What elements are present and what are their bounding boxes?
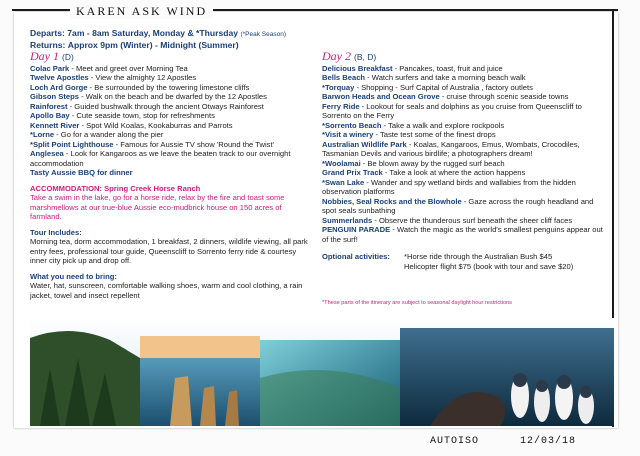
- itinerary-item-name: Delicious Breakfast: [322, 63, 393, 73]
- itinerary-item-name: Anglesea: [30, 149, 64, 158]
- returns-label: Returns:: [30, 40, 66, 50]
- itinerary-item-name: Apollo Bay: [30, 111, 70, 120]
- day1-itinerary-list: [30, 64, 314, 178]
- itinerary-item-name: *Split Point Lighthouse: [30, 139, 114, 149]
- itinerary-item: [30, 92, 314, 102]
- trip-times: [30, 28, 286, 51]
- day2-heading: [322, 49, 604, 63]
- itinerary-item-text: - Go for a wander along the pier: [54, 130, 164, 139]
- twelve-apostles-scene: [140, 348, 260, 426]
- itinerary-item-text: - Cute seaside town, stop for refreshments: [69, 111, 215, 120]
- itinerary-item: [322, 130, 604, 140]
- restrictions-note: *These parts of the itinerary are subject to seasonal daylight hour restrictions: [322, 300, 512, 306]
- itinerary-item: [30, 149, 314, 168]
- itinerary-item-name: Loch Ard Gorge: [30, 82, 88, 92]
- itinerary-item: [30, 140, 314, 150]
- optional-activities-label: Optional activities:: [322, 252, 390, 261]
- tour-includes-text: Morning tea, dorm accommodation, 1 breakfast, 2 dinners, wildlife viewing, all park entry fees, professional tour guide, Queenscliff to Sorrento ferry ride & courtesy inner city pick up and drop off.: [30, 237, 308, 265]
- returns-line: [30, 40, 286, 51]
- bring-text: Water, hat, sunscreen, comfortable walking shoes, warm and cool clothing, a rain jacket, towel and insect repellent: [30, 281, 303, 300]
- departs-label: Departs:: [30, 28, 65, 38]
- day2-meal-code: (B, D): [354, 52, 377, 62]
- optional-activities-list: [404, 252, 604, 271]
- itinerary-item-name: Bells Beach: [322, 73, 366, 82]
- itinerary-item: [322, 92, 604, 102]
- itinerary-item-text: - Walk on the beach and be dwarfed by the 12 Apostles: [78, 92, 267, 101]
- handwritten-title: KAREN ASK WIND: [70, 4, 213, 19]
- departs-line: [30, 28, 286, 40]
- itinerary-item-name: *Visit a winery: [322, 130, 374, 139]
- optional-activity-horse: *Horse ride through the Australian Bush $45: [404, 252, 553, 261]
- collage-image: [30, 318, 614, 426]
- departs-note: (*Peak Season): [240, 31, 286, 38]
- itinerary-item-text: - Be blown away by the rugged surf beach: [360, 158, 505, 168]
- day1-title: Day 1: [30, 49, 59, 63]
- accommodation-heading: ACCOMMODATION: Spring Creek Horse Ranch: [30, 183, 201, 193]
- itinerary-item-name: Grand Prix Track: [322, 168, 383, 177]
- itinerary-item-text: - Be surrounded by the towering limestone cliffs: [87, 82, 250, 92]
- bring-heading: What you need to bring:: [30, 271, 117, 281]
- itinerary-item-name: PENGUIN PARADE: [322, 225, 391, 234]
- itinerary-item-text: - Watch the magic as the world's smallest penguins appear out of the surf!: [322, 225, 603, 244]
- itinerary-item-name: Rainforest: [30, 101, 68, 111]
- itinerary-item-text: - View the almighty 12 Apostles: [88, 73, 197, 82]
- itinerary-item: [30, 111, 314, 121]
- itinerary-item-name: Nobbies, Seal Rocks and the Blowhole: [322, 196, 462, 206]
- itinerary-item-text: - Guided bushwalk through the ancient Otways Rainforest: [67, 101, 264, 111]
- itinerary-item: [322, 216, 604, 226]
- itinerary-item-name: *Sorrento Beach: [322, 120, 382, 130]
- optional-activities: [322, 252, 604, 271]
- itinerary-item-text: - Koalas, Kangaroos, Emus, Wombats, Crocodiles, Tasmanian Devils and various birdlife; a photographers dream!: [322, 139, 580, 158]
- itinerary-item-name: Australian Wildlife Park: [322, 139, 407, 149]
- itinerary-item-name: Colac Park: [30, 63, 70, 73]
- itinerary-item: [322, 168, 604, 178]
- returns-value: Approx 9pm (Winter) - Midnight (Summer): [67, 40, 239, 50]
- itinerary-item: [30, 121, 314, 131]
- itinerary-item-text: - cruise through scenic seaside towns: [439, 92, 569, 101]
- itinerary-item: [322, 140, 604, 159]
- day2-itinerary-list: [322, 64, 604, 245]
- itinerary-item-name: Kennett River: [30, 120, 80, 130]
- itinerary-item-text: - Take a walk and explore rockpools: [381, 120, 505, 130]
- camera-watermark: AUTOISO: [430, 436, 480, 447]
- itinerary-item: [322, 83, 604, 93]
- itinerary-item-text: - Watch surfers and take a morning beach walk: [365, 73, 526, 82]
- itinerary-item-text: - Meet and greet over Morning Tea: [69, 63, 188, 73]
- day2-title: Day 2: [322, 49, 351, 63]
- itinerary-item-text: - Wander and spy wetland birds and wallabies from the hidden observation platforms: [322, 177, 576, 196]
- itinerary-item-name: *Woolamai: [322, 158, 361, 168]
- itinerary-item-text: - Taste test some of the finest drops: [373, 130, 496, 139]
- itinerary-item-name: Barwon Heads and Ocean Grove: [322, 92, 440, 101]
- itinerary-item-name: Summerlands: [322, 215, 373, 225]
- itinerary-item: [322, 178, 604, 197]
- itinerary-item-text: - Lookout for seals and dolphins as you cruise from Queenscliff to Sorrento on the Ferry: [322, 101, 582, 120]
- day1-column: [30, 49, 314, 300]
- itinerary-item: [322, 64, 604, 74]
- photo-collage: [30, 318, 614, 426]
- departs-value: 7am - 8am Saturday, Monday & *Thursday: [67, 28, 239, 38]
- itinerary-item: [30, 168, 314, 178]
- itinerary-item: [30, 102, 314, 112]
- itinerary-item-text: - Take a look at where the action happens: [382, 168, 526, 177]
- itinerary-item: [30, 83, 314, 93]
- itinerary-item: [322, 73, 604, 83]
- itinerary-item: [30, 64, 314, 74]
- day1-meal-code: (D): [62, 52, 74, 62]
- itinerary-item-text: - Gaze across the rough headland and spot seals sunbathing: [322, 196, 594, 215]
- itinerary-item: [322, 121, 604, 131]
- itinerary-item-text: - Look for Kangaroos as we leave the beaten track to our overnight accommodation: [30, 149, 291, 168]
- itinerary-item-name: Twelve Apostles: [30, 73, 89, 82]
- itinerary-item: [30, 73, 314, 83]
- itinerary-item-text: - Observe the thunderous surf beneath the sheer cliff faces: [372, 215, 573, 225]
- day1-heading: [30, 49, 314, 63]
- itinerary-item-name: Tasty Aussie BBQ for dinner: [30, 168, 133, 177]
- itinerary-item: [322, 159, 604, 169]
- itinerary-item-name: Gibson Steps: [30, 92, 79, 101]
- itinerary-item-name: *Lorne: [30, 130, 55, 139]
- itinerary-item-text: - Spot Wild Koalas, Kookaburras and Parrots: [79, 120, 233, 130]
- itinerary-item-name: *Swan Lake: [322, 177, 365, 187]
- photo-date: 12/03/18: [520, 436, 577, 447]
- itinerary-item-name: Ferry Ride: [322, 101, 360, 111]
- itinerary-item: [322, 102, 604, 121]
- itinerary-item-text: - Shopping - Surf Capital of Australia , factory outlets: [354, 82, 533, 92]
- itinerary-item: [30, 130, 314, 140]
- day2-column: [322, 49, 604, 271]
- itinerary-item-text: - Pancakes, toast, fruit and juice: [392, 63, 503, 73]
- itinerary-item: [322, 225, 604, 244]
- accommodation-text: Take a swim in the lake, go for a horse ride, relax by the fire and toast some marshmellows at our true-blue Aussie eco-mudbrick house on 150 acres of farmland.: [30, 193, 285, 221]
- tour-includes-heading: Tour Includes:: [30, 227, 82, 237]
- optional-activity-helicopter: Helicopter flight $75 (book with tour and save $20): [404, 261, 574, 271]
- itinerary-item-name: *Torquay: [322, 82, 355, 92]
- itinerary-item-text: - Famous for Aussie TV show 'Round the Twist': [113, 139, 275, 149]
- itinerary-item: [322, 197, 604, 216]
